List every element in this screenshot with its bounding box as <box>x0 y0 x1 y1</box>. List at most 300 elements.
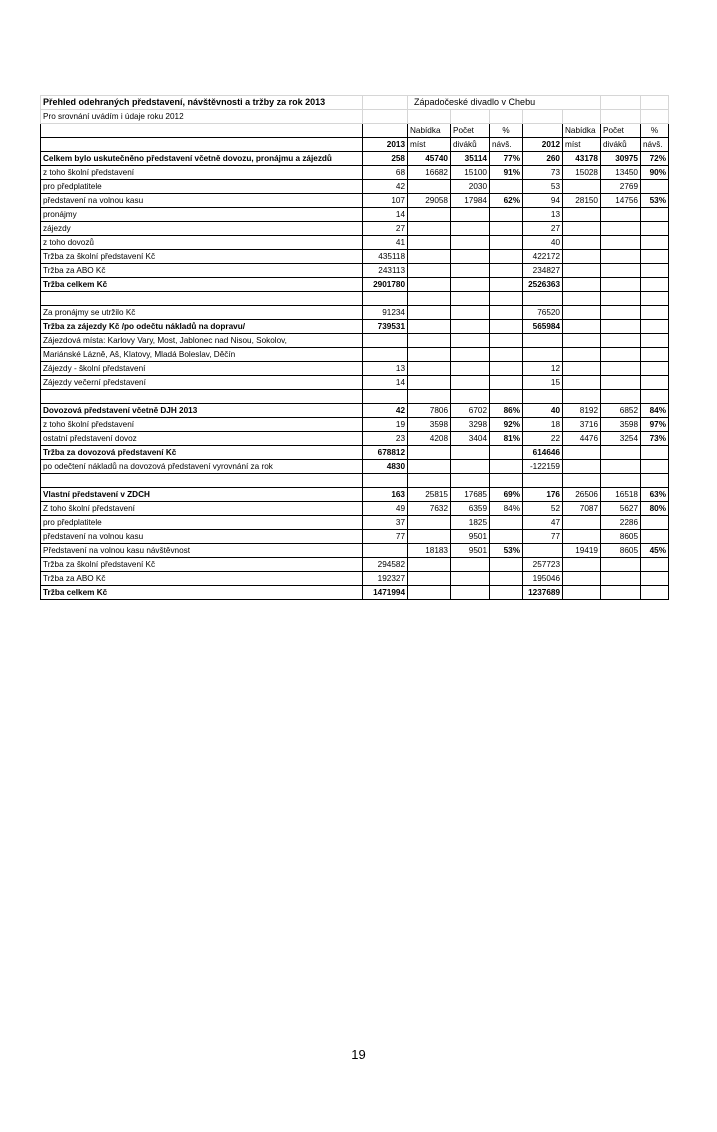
table-cell <box>601 250 641 264</box>
table-cell: 37 <box>363 516 408 530</box>
row-label: zájezdy <box>41 222 363 236</box>
table-cell <box>451 292 490 306</box>
row-label: po odečtení nákladů na dovozová představení vyrovnání za rok <box>41 460 363 474</box>
row-label: Tržba za ABO Kč <box>41 572 363 586</box>
table-cell <box>563 264 601 278</box>
table-cell <box>523 474 563 488</box>
table-cell <box>490 292 523 306</box>
row-label <box>41 292 363 306</box>
table-cell <box>363 390 408 404</box>
table-cell: 8605 <box>601 544 641 558</box>
table-cell <box>641 474 669 488</box>
table-cell <box>408 362 451 376</box>
table-row <box>41 404 669 418</box>
row-label: pro předplatitele <box>41 516 363 530</box>
table-cell <box>601 208 641 222</box>
table-cell <box>408 446 451 460</box>
table-cell <box>563 334 601 348</box>
table-cell <box>601 446 641 460</box>
table-cell <box>601 558 641 572</box>
table-cell: 42 <box>363 180 408 194</box>
header-year-2012: 2012 <box>523 138 563 152</box>
table-cell <box>490 586 523 600</box>
table-cell <box>451 278 490 292</box>
table-cell <box>563 236 601 250</box>
table-cell: 6852 <box>601 404 641 418</box>
table-cell <box>641 362 669 376</box>
row-label: Tržba celkem Kč <box>41 278 363 292</box>
table-cell <box>523 390 563 404</box>
row-label: pro předplatitele <box>41 180 363 194</box>
header-cell: návš. <box>490 138 523 152</box>
table-row <box>41 250 669 264</box>
table-cell <box>408 516 451 530</box>
table-row <box>41 306 669 320</box>
table-cell: 43178 <box>563 152 601 166</box>
table-cell <box>490 460 523 474</box>
table-cell <box>451 362 490 376</box>
table-cell <box>408 306 451 320</box>
table-cell <box>563 516 601 530</box>
table-cell: 86% <box>490 404 523 418</box>
table-cell <box>490 180 523 194</box>
table-cell <box>490 278 523 292</box>
table-cell <box>641 278 669 292</box>
table-row <box>41 516 669 530</box>
table-cell <box>363 334 408 348</box>
table-cell <box>490 474 523 488</box>
table-cell: 81% <box>490 432 523 446</box>
table-cell: -122159 <box>523 460 563 474</box>
table-cell: 294582 <box>363 558 408 572</box>
table-cell <box>490 236 523 250</box>
table-cell: 15 <box>523 376 563 390</box>
table-cell: 18183 <box>408 544 451 558</box>
table-cell <box>601 460 641 474</box>
table-cell <box>601 474 641 488</box>
table-cell <box>563 208 601 222</box>
table-cell: 41 <box>363 236 408 250</box>
row-label: z toho školní představení <box>41 418 363 432</box>
table-cell <box>451 334 490 348</box>
table-cell: 92% <box>490 418 523 432</box>
table-cell <box>451 390 490 404</box>
table-cell <box>523 348 563 362</box>
row-label: Zájezdy - školní představení <box>41 362 363 376</box>
table-cell <box>451 572 490 586</box>
table-cell <box>451 558 490 572</box>
table-cell: 80% <box>641 502 669 516</box>
table-cell <box>408 250 451 264</box>
table-cell <box>451 208 490 222</box>
header-cell: diváků <box>601 138 641 152</box>
table-cell: 14 <box>363 376 408 390</box>
table-cell: 53 <box>523 180 563 194</box>
table-row <box>41 278 669 292</box>
table-cell <box>490 446 523 460</box>
table-cell: 1825 <box>451 516 490 530</box>
table-row <box>41 362 669 376</box>
table-cell: 9501 <box>451 544 490 558</box>
table-subtitle: Pro srovnání uvádím i údaje roku 2012 <box>41 110 363 124</box>
table-cell: 19419 <box>563 544 601 558</box>
table-cell: 73 <box>523 166 563 180</box>
table-cell <box>408 236 451 250</box>
table-cell <box>563 460 601 474</box>
table-cell <box>563 446 601 460</box>
table-cell <box>641 530 669 544</box>
table-cell: 1471994 <box>363 586 408 600</box>
table-cell: 6702 <box>451 404 490 418</box>
table-row <box>41 502 669 516</box>
theatre-name: Západočeské divadlo v Chebu <box>408 96 601 110</box>
table-cell: 2030 <box>451 180 490 194</box>
table-cell <box>490 390 523 404</box>
table-cell: 23 <box>363 432 408 446</box>
table-cell: 3254 <box>601 432 641 446</box>
table-cell: 42 <box>363 404 408 418</box>
table-cell: 40 <box>523 236 563 250</box>
table-cell <box>490 208 523 222</box>
table-cell <box>563 180 601 194</box>
table-cell: 17685 <box>451 488 490 502</box>
table-cell <box>490 222 523 236</box>
table-row <box>41 180 669 194</box>
table-cell <box>490 572 523 586</box>
row-label: Tržba za ABO Kč <box>41 264 363 278</box>
table-cell: 192327 <box>363 572 408 586</box>
table-cell <box>451 376 490 390</box>
table-cell: 68 <box>363 166 408 180</box>
header-cell: Nabídka <box>563 124 601 138</box>
table-cell <box>641 334 669 348</box>
row-label: představení na volnou kasu <box>41 194 363 208</box>
table-cell: 1237689 <box>523 586 563 600</box>
table-cell <box>601 222 641 236</box>
table-cell <box>641 586 669 600</box>
table-cell <box>601 362 641 376</box>
table-cell <box>490 320 523 334</box>
row-label <box>41 474 363 488</box>
table-cell: 77 <box>523 530 563 544</box>
table-cell <box>408 334 451 348</box>
table-cell: 565984 <box>523 320 563 334</box>
row-label: Mariánské Lázně, Aš, Klatovy, Mladá Boleslav, Děčín <box>41 348 363 362</box>
table-cell <box>363 348 408 362</box>
table-cell: 84% <box>490 502 523 516</box>
table-cell: 47 <box>523 516 563 530</box>
table-cell <box>641 460 669 474</box>
table-cell <box>490 348 523 362</box>
row-label: Zájezdová místa: Karlovy Vary, Most, Jablonec nad Nisou, Sokolov, <box>41 334 363 348</box>
table-cell <box>563 572 601 586</box>
table-cell <box>523 544 563 558</box>
table-cell: 12 <box>523 362 563 376</box>
table-cell <box>641 250 669 264</box>
table-cell: 15028 <box>563 166 601 180</box>
table-cell: 27 <box>523 222 563 236</box>
table-cell: 53% <box>490 544 523 558</box>
table-cell <box>641 264 669 278</box>
table-cell: 77 <box>363 530 408 544</box>
table-cell: 30975 <box>601 152 641 166</box>
header-cell: míst <box>408 138 451 152</box>
title-row <box>41 96 669 110</box>
row-label: ostatní představení dovoz <box>41 432 363 446</box>
table-cell: 176 <box>523 488 563 502</box>
table-row <box>41 586 669 600</box>
subtitle-row <box>41 110 669 124</box>
table-cell: 18 <box>523 418 563 432</box>
table-row <box>41 376 669 390</box>
table-cell: 22 <box>523 432 563 446</box>
table-cell <box>451 348 490 362</box>
table-cell <box>451 474 490 488</box>
header-cell <box>41 124 363 138</box>
row-label: Z toho školní představení <box>41 502 363 516</box>
table-row <box>41 418 669 432</box>
table-cell: 422172 <box>523 250 563 264</box>
table-row <box>41 208 669 222</box>
table-cell <box>563 558 601 572</box>
table-cell: 13 <box>523 208 563 222</box>
table-cell: 14 <box>363 208 408 222</box>
table-cell <box>641 390 669 404</box>
table-cell: 16682 <box>408 166 451 180</box>
table-cell <box>451 306 490 320</box>
table-cell <box>408 460 451 474</box>
row-label: Celkem bylo uskutečněno představení včetně dovozu, pronájmu a zájezdů <box>41 152 363 166</box>
table-cell <box>408 208 451 222</box>
header-cell: návš. <box>641 138 669 152</box>
table-cell: 3404 <box>451 432 490 446</box>
table-cell <box>408 572 451 586</box>
header-year-2013: 2013 <box>363 138 408 152</box>
table-cell <box>563 222 601 236</box>
row-label: Dovozová představení včetně DJH 2013 <box>41 404 363 418</box>
header-row-2 <box>41 138 669 152</box>
table-cell: 5627 <box>601 502 641 516</box>
table-row <box>41 166 669 180</box>
table-cell <box>490 376 523 390</box>
table-cell: 94 <box>523 194 563 208</box>
table-cell <box>451 586 490 600</box>
row-label: Za pronájmy se utržilo Kč <box>41 306 363 320</box>
table-cell <box>490 250 523 264</box>
table-cell <box>601 264 641 278</box>
table-row <box>41 446 669 460</box>
table-cell <box>641 292 669 306</box>
table-cell: 8605 <box>601 530 641 544</box>
table-cell: 3298 <box>451 418 490 432</box>
table-row <box>41 390 669 404</box>
table-cell <box>601 320 641 334</box>
table-cell <box>563 250 601 264</box>
table-cell: 73% <box>641 432 669 446</box>
table-cell <box>641 320 669 334</box>
table-cell: 6359 <box>451 502 490 516</box>
table-row <box>41 320 669 334</box>
row-label <box>41 390 363 404</box>
table-cell: 195046 <box>523 572 563 586</box>
table-cell: 29058 <box>408 194 451 208</box>
header-cell: míst <box>563 138 601 152</box>
row-label: Tržba celkem Kč <box>41 586 363 600</box>
table-cell: 163 <box>363 488 408 502</box>
table-row <box>41 236 669 250</box>
table-cell: 258 <box>363 152 408 166</box>
table-cell: 19 <box>363 418 408 432</box>
table-cell <box>363 292 408 306</box>
row-label: z toho dovozů <box>41 236 363 250</box>
table-row <box>41 460 669 474</box>
table-cell: 97% <box>641 418 669 432</box>
table-cell <box>363 474 408 488</box>
table-cell: 69% <box>490 488 523 502</box>
table-cell: 3598 <box>408 418 451 432</box>
table-row <box>41 530 669 544</box>
table-cell <box>601 306 641 320</box>
table-cell <box>641 306 669 320</box>
table-row <box>41 558 669 572</box>
table-cell <box>451 264 490 278</box>
table-cell <box>641 446 669 460</box>
table-cell: 614646 <box>523 446 563 460</box>
table-cell: 91234 <box>363 306 408 320</box>
table-cell <box>601 572 641 586</box>
table-cell <box>601 236 641 250</box>
table-cell <box>563 362 601 376</box>
table-cell: 90% <box>641 166 669 180</box>
table-cell: 2526363 <box>523 278 563 292</box>
table-cell <box>490 334 523 348</box>
table-cell <box>563 530 601 544</box>
table-cell: 13450 <box>601 166 641 180</box>
table-cell <box>451 320 490 334</box>
table-cell: 40 <box>523 404 563 418</box>
row-label: Představení na volnou kasu návštěvnost <box>41 544 363 558</box>
row-label: Tržba za školní představení Kč <box>41 250 363 264</box>
table-cell: 17984 <box>451 194 490 208</box>
table-cell <box>563 390 601 404</box>
table-cell <box>641 572 669 586</box>
table-title: Přehled odehraných představení, návštěvnosti a tržby za rok 2013 <box>41 96 363 110</box>
table-cell <box>363 544 408 558</box>
row-label: Tržba za zájezdy Kč /po odečtu nákladů na dopravu/ <box>41 320 363 334</box>
table-row <box>41 292 669 306</box>
table-cell <box>641 376 669 390</box>
table-cell: 678812 <box>363 446 408 460</box>
table-cell: 13 <box>363 362 408 376</box>
table-cell: 739531 <box>363 320 408 334</box>
table-cell: 4830 <box>363 460 408 474</box>
table-cell <box>563 292 601 306</box>
header-cell <box>523 124 563 138</box>
table-cell: 2769 <box>601 180 641 194</box>
table-cell <box>408 264 451 278</box>
table-cell <box>451 236 490 250</box>
table-cell: 7806 <box>408 404 451 418</box>
row-label: představení na volnou kasu <box>41 530 363 544</box>
table-cell <box>490 362 523 376</box>
header-cell <box>363 124 408 138</box>
table-cell: 62% <box>490 194 523 208</box>
table-cell: 4476 <box>563 432 601 446</box>
row-label: Tržba za dovozová představení Kč <box>41 446 363 460</box>
table-row <box>41 544 669 558</box>
table-cell <box>563 474 601 488</box>
table-cell: 243113 <box>363 264 408 278</box>
table-cell <box>563 278 601 292</box>
table-cell: 27 <box>363 222 408 236</box>
header-cell: % <box>641 124 669 138</box>
header-cell <box>41 138 363 152</box>
page-number: 19 <box>351 1047 366 1062</box>
header-cell: Počet <box>601 124 641 138</box>
table-cell <box>408 222 451 236</box>
table-cell <box>563 306 601 320</box>
table-cell <box>490 530 523 544</box>
table-cell <box>451 446 490 460</box>
table-cell: 84% <box>641 404 669 418</box>
table-cell: 77% <box>490 152 523 166</box>
row-label: Zájezdy večerní představení <box>41 376 363 390</box>
table-cell: 260 <box>523 152 563 166</box>
table-row <box>41 474 669 488</box>
table-cell: 14756 <box>601 194 641 208</box>
table-cell: 3598 <box>601 418 641 432</box>
table-cell: 25815 <box>408 488 451 502</box>
table-row <box>41 264 669 278</box>
table-cell <box>563 348 601 362</box>
table-cell <box>641 558 669 572</box>
table-cell <box>641 180 669 194</box>
table-cell: 435118 <box>363 250 408 264</box>
table-cell: 45% <box>641 544 669 558</box>
table-row <box>41 572 669 586</box>
table-cell: 7087 <box>563 502 601 516</box>
table-cell <box>523 334 563 348</box>
table-cell: 52 <box>523 502 563 516</box>
table-cell: 3716 <box>563 418 601 432</box>
table-cell <box>563 586 601 600</box>
table-cell <box>641 236 669 250</box>
table-cell: 16518 <box>601 488 641 502</box>
table-cell <box>641 208 669 222</box>
table-cell: 91% <box>490 166 523 180</box>
table-cell <box>408 348 451 362</box>
table-cell: 7632 <box>408 502 451 516</box>
table-cell: 72% <box>641 152 669 166</box>
table-cell <box>601 586 641 600</box>
header-cell: Počet <box>451 124 490 138</box>
table-cell <box>408 278 451 292</box>
table-cell: 9501 <box>451 530 490 544</box>
table-cell <box>601 278 641 292</box>
statistics-table <box>40 95 669 600</box>
table-cell <box>408 474 451 488</box>
table-row <box>41 334 669 348</box>
table-cell: 257723 <box>523 558 563 572</box>
table-cell <box>601 292 641 306</box>
table-cell <box>601 390 641 404</box>
table-cell <box>641 222 669 236</box>
table-cell <box>523 292 563 306</box>
table-cell: 26506 <box>563 488 601 502</box>
table-cell <box>408 586 451 600</box>
table-cell: 35114 <box>451 152 490 166</box>
table-cell: 63% <box>641 488 669 502</box>
